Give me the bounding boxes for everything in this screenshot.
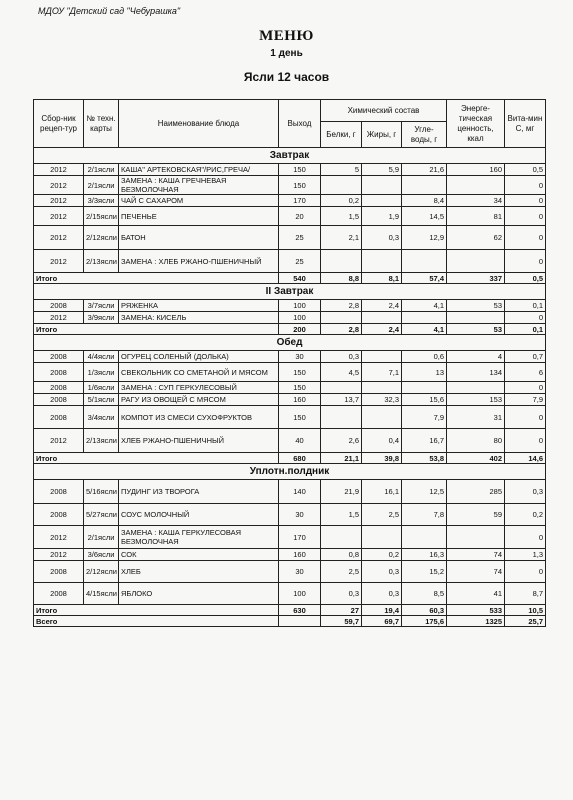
dish-output: 160 (279, 394, 321, 406)
vitamin-c-value: 0,7 (505, 351, 546, 363)
carbs-value: 7,9 (402, 406, 447, 429)
vitamin-c-value: 0 (505, 382, 546, 394)
dish-output: 100 (279, 300, 321, 312)
recipe-collection: 2012 (34, 195, 84, 207)
tech-card-number: 1/6ясли (84, 382, 119, 394)
recipe-collection: 2012 (34, 176, 84, 195)
section-header (34, 464, 546, 480)
total-energy: 402 (447, 453, 505, 464)
recipe-collection: 2012 (34, 549, 84, 561)
section-header (34, 148, 546, 164)
total-output: 200 (279, 324, 321, 335)
dish-output: 170 (279, 526, 321, 549)
fat-value (362, 312, 402, 324)
table-row (34, 429, 546, 453)
carbs-value: 12,9 (402, 226, 447, 250)
total-output: 680 (279, 453, 321, 464)
carbs-value: 16,7 (402, 429, 447, 453)
section-title: Уплотн.полдник (34, 464, 546, 480)
total-protein: 27 (321, 605, 362, 616)
recipe-collection: 2012 (34, 250, 84, 273)
protein-value: 1,5 (321, 207, 362, 226)
dish-output: 140 (279, 480, 321, 504)
total-carbs: 60,3 (402, 605, 447, 616)
fat-value: 1,9 (362, 207, 402, 226)
total-carbs: 57,4 (402, 273, 447, 284)
fat-value (362, 351, 402, 363)
header-collection: Сбор-ник рецеп-тур (34, 100, 84, 148)
header-protein: Белки, г (321, 122, 362, 148)
vitamin-c-value: 0 (505, 207, 546, 226)
table-row (34, 480, 546, 504)
tech-card-number: 2/13ясли (84, 429, 119, 453)
dish-output: 150 (279, 382, 321, 394)
carbs-value: 15,6 (402, 394, 447, 406)
tech-card-number: 4/4ясли (84, 351, 119, 363)
fat-value: 7,1 (362, 363, 402, 382)
dish-output: 20 (279, 207, 321, 226)
header-vitamin-c: Вита-мин С, мг (505, 100, 546, 148)
carbs-value: 12,5 (402, 480, 447, 504)
energy-value (447, 250, 505, 273)
recipe-collection: 2012 (34, 312, 84, 324)
day-label: 1 день (270, 48, 303, 59)
recipe-collection: 2008 (34, 394, 84, 406)
total-protein: 2,8 (321, 324, 362, 335)
recipe-collection: 2008 (34, 561, 84, 583)
energy-value: 34 (447, 195, 505, 207)
menu-table (33, 99, 546, 627)
dish-output: 30 (279, 504, 321, 526)
total-output: 630 (279, 605, 321, 616)
table-row (34, 504, 546, 526)
vitamin-c-value: 1,3 (505, 549, 546, 561)
energy-value: 41 (447, 583, 505, 605)
energy-value: 62 (447, 226, 505, 250)
total-energy: 337 (447, 273, 505, 284)
protein-value: 2,6 (321, 429, 362, 453)
vitamin-c-value: 0 (505, 526, 546, 549)
dish-name: ПУДИНГ ИЗ ТВОРОГА (119, 480, 279, 504)
dish-output: 150 (279, 406, 321, 429)
carbs-value: 14,5 (402, 207, 447, 226)
dish-name: КАША" АРТЕКОВСКАЯ"/РИС,ГРЕЧА/ (119, 164, 279, 176)
dish-output: 150 (279, 363, 321, 382)
dish-output: 30 (279, 561, 321, 583)
carbs-value: 16,3 (402, 549, 447, 561)
energy-value (447, 382, 505, 394)
tech-card-number: 2/15ясли (84, 207, 119, 226)
table-row (34, 226, 546, 250)
tech-card-number: 3/7ясли (84, 300, 119, 312)
protein-value: 2,8 (321, 300, 362, 312)
dish-name: ХЛЕБ РЖАНО-ПШЕНИЧНЫЙ (119, 429, 279, 453)
vitamin-c-value: 0,1 (505, 300, 546, 312)
table-row (34, 351, 546, 363)
vitamin-c-value: 0 (505, 429, 546, 453)
energy-value: 74 (447, 561, 505, 583)
total-vitamin-c: 0,5 (505, 273, 546, 284)
recipe-collection: 2012 (34, 164, 84, 176)
vitamin-c-value: 0 (505, 312, 546, 324)
table-row (34, 312, 546, 324)
menu-subtitle: Ясли 12 часов (243, 70, 330, 84)
table-row (34, 176, 546, 195)
protein-value: 0,3 (321, 351, 362, 363)
recipe-collection: 2012 (34, 526, 84, 549)
tech-card-number: 2/1ясли (84, 176, 119, 195)
table-row (34, 250, 546, 273)
carbs-value: 13 (402, 363, 447, 382)
tech-card-number: 2/1ясли (84, 164, 119, 176)
energy-value: 53 (447, 300, 505, 312)
recipe-collection: 2008 (34, 480, 84, 504)
carbs-value (402, 250, 447, 273)
recipe-collection: 2012 (34, 207, 84, 226)
energy-value: 285 (447, 480, 505, 504)
header-output: Выход (279, 100, 321, 148)
header-dish-name: Наименование блюда (119, 100, 279, 148)
tech-card-number: 2/13ясли (84, 250, 119, 273)
energy-value: 153 (447, 394, 505, 406)
energy-value: 4 (447, 351, 505, 363)
fat-value: 0,2 (362, 549, 402, 561)
energy-value (447, 526, 505, 549)
recipe-collection: 2008 (34, 351, 84, 363)
dish-output: 30 (279, 351, 321, 363)
protein-value: 2,5 (321, 561, 362, 583)
dish-name: ЯБЛОКО (119, 583, 279, 605)
fat-value (362, 250, 402, 273)
total-vitamin-c: 0,1 (505, 324, 546, 335)
carbs-value: 15,2 (402, 561, 447, 583)
dish-output: 150 (279, 176, 321, 195)
dish-name: ЗАМЕНА : СУП ГЕРКУЛЕСОВЫЙ (119, 382, 279, 394)
total-label: Итого (34, 324, 279, 335)
total-output (279, 616, 321, 627)
fat-value: 0,4 (362, 429, 402, 453)
fat-value: 5,9 (362, 164, 402, 176)
section-header (34, 335, 546, 351)
protein-value (321, 176, 362, 195)
dish-output: 40 (279, 429, 321, 453)
header-fat: Жиры, г (362, 122, 402, 148)
table-row (34, 561, 546, 583)
total-carbs: 175,6 (402, 616, 447, 627)
table-row (34, 164, 546, 176)
vitamin-c-value: 0 (505, 176, 546, 195)
page-title: МЕНЮ (259, 28, 314, 44)
dish-name: КОМПОТ ИЗ СМЕСИ СУХОФРУКТОВ (119, 406, 279, 429)
organization-name: МДОУ "Детский сад "Чебурашка" (38, 6, 181, 16)
energy-value: 59 (447, 504, 505, 526)
energy-value (447, 312, 505, 324)
fat-value: 0,3 (362, 561, 402, 583)
energy-value (447, 176, 505, 195)
dish-name: БАТОН (119, 226, 279, 250)
tech-card-number: 3/9ясли (84, 312, 119, 324)
dish-output: 25 (279, 250, 321, 273)
total-carbs: 4,1 (402, 324, 447, 335)
protein-value (321, 526, 362, 549)
protein-value: 21,9 (321, 480, 362, 504)
protein-value (321, 406, 362, 429)
tech-card-number: 2/1ясли (84, 526, 119, 549)
dish-name: ЗАМЕНА: КИСЕЛЬ (119, 312, 279, 324)
dish-name: ПЕЧЕНЬЕ (119, 207, 279, 226)
protein-value: 0,2 (321, 195, 362, 207)
fat-value (362, 526, 402, 549)
dish-name: СОК (119, 549, 279, 561)
tech-card-number: 5/16ясли (84, 480, 119, 504)
protein-value: 0,3 (321, 583, 362, 605)
vitamin-c-value: 0 (505, 406, 546, 429)
fat-value: 16,1 (362, 480, 402, 504)
total-energy: 53 (447, 324, 505, 335)
total-fat: 8,1 (362, 273, 402, 284)
total-energy: 533 (447, 605, 505, 616)
total-output: 540 (279, 273, 321, 284)
section-total-row (34, 605, 546, 616)
recipe-collection: 2008 (34, 504, 84, 526)
carbs-value: 4,1 (402, 300, 447, 312)
fat-value (362, 195, 402, 207)
recipe-collection: 2012 (34, 226, 84, 250)
section-total-row (34, 273, 546, 284)
protein-value: 2,1 (321, 226, 362, 250)
energy-value: 74 (447, 549, 505, 561)
total-fat: 2,4 (362, 324, 402, 335)
protein-value: 1,5 (321, 504, 362, 526)
section-title: II Завтрак (34, 284, 546, 300)
dish-name: ЗАМЕНА : ХЛЕБ РЖАНО-ПШЕНИЧНЫЙ (119, 250, 279, 273)
table-row (34, 382, 546, 394)
dish-name: ЗАМЕНА : КАША ГЕРКУЛЕСОВАЯ БЕЗМОЛОЧНАЯ (119, 526, 279, 549)
dish-output: 150 (279, 164, 321, 176)
total-protein: 59,7 (321, 616, 362, 627)
table-row (34, 549, 546, 561)
table-row (34, 195, 546, 207)
fat-value: 2,5 (362, 504, 402, 526)
protein-value: 0,8 (321, 549, 362, 561)
dish-name: ХЛЕБ (119, 561, 279, 583)
dish-output: 100 (279, 312, 321, 324)
table-row (34, 207, 546, 226)
total-fat: 19,4 (362, 605, 402, 616)
carbs-value (402, 312, 447, 324)
total-label: Всего (34, 616, 279, 627)
dish-name: ОГУРЕЦ СОЛЕНЫЙ (ДОЛЬКА) (119, 351, 279, 363)
dish-output: 160 (279, 549, 321, 561)
vitamin-c-value: 8,7 (505, 583, 546, 605)
recipe-collection: 2008 (34, 363, 84, 382)
total-protein: 21,1 (321, 453, 362, 464)
protein-value: 13,7 (321, 394, 362, 406)
total-vitamin-c: 10,5 (505, 605, 546, 616)
header-energy: Энерге-тическая ценность, ккал (447, 100, 505, 148)
carbs-value (402, 176, 447, 195)
vitamin-c-value: 0,5 (505, 164, 546, 176)
total-vitamin-c: 25,7 (505, 616, 546, 627)
vitamin-c-value: 0,2 (505, 504, 546, 526)
energy-value: 81 (447, 207, 505, 226)
tech-card-number: 2/12ясли (84, 561, 119, 583)
protein-value: 4,5 (321, 363, 362, 382)
recipe-collection: 2008 (34, 300, 84, 312)
tech-card-number: 3/3ясли (84, 195, 119, 207)
vitamin-c-value: 0 (505, 195, 546, 207)
section-total-row (34, 324, 546, 335)
dish-output: 170 (279, 195, 321, 207)
carbs-value: 0,6 (402, 351, 447, 363)
fat-value (362, 176, 402, 195)
dish-name: РЯЖЕНКА (119, 300, 279, 312)
dish-output: 100 (279, 583, 321, 605)
vitamin-c-value: 0 (505, 250, 546, 273)
vitamin-c-value: 0,3 (505, 480, 546, 504)
recipe-collection: 2008 (34, 406, 84, 429)
carbs-value: 8,4 (402, 195, 447, 207)
tech-card-number: 5/1ясли (84, 394, 119, 406)
header-tech-card: № техн. карты (84, 100, 119, 148)
recipe-collection: 2008 (34, 382, 84, 394)
total-fat: 69,7 (362, 616, 402, 627)
section-title: Обед (34, 335, 546, 351)
total-fat: 39,8 (362, 453, 402, 464)
dish-name: ЗАМЕНА : КАША ГРЕЧНЕВАЯ БЕЗМОЛОЧНАЯ (119, 176, 279, 195)
protein-value (321, 382, 362, 394)
table-row (34, 526, 546, 549)
energy-value: 160 (447, 164, 505, 176)
total-label: Итого (34, 605, 279, 616)
recipe-collection: 2008 (34, 583, 84, 605)
tech-card-number: 5/27ясли (84, 504, 119, 526)
tech-card-number: 3/6ясли (84, 549, 119, 561)
carbs-value: 7,8 (402, 504, 447, 526)
dish-output: 25 (279, 226, 321, 250)
header-carbs: Угле-воды, г (402, 122, 447, 148)
total-protein: 8,8 (321, 273, 362, 284)
fat-value (362, 382, 402, 394)
energy-value: 80 (447, 429, 505, 453)
table-row (34, 406, 546, 429)
table-row (34, 394, 546, 406)
fat-value: 0,3 (362, 583, 402, 605)
protein-value: 5 (321, 164, 362, 176)
protein-value (321, 250, 362, 273)
fat-value: 2,4 (362, 300, 402, 312)
carbs-value: 8,5 (402, 583, 447, 605)
energy-value: 31 (447, 406, 505, 429)
vitamin-c-value: 0 (505, 561, 546, 583)
section-title: Завтрак (34, 148, 546, 164)
vitamin-c-value: 7,9 (505, 394, 546, 406)
vitamin-c-value: 6 (505, 363, 546, 382)
carbs-value (402, 526, 447, 549)
dish-name: ЧАЙ С САХАРОМ (119, 195, 279, 207)
section-header (34, 284, 546, 300)
tech-card-number: 2/12ясли (84, 226, 119, 250)
fat-value (362, 406, 402, 429)
table-row (34, 583, 546, 605)
carbs-value (402, 382, 447, 394)
dish-name: СВЕКОЛЬНИК СО СМЕТАНОЙ И МЯСОМ (119, 363, 279, 382)
total-vitamin-c: 14,6 (505, 453, 546, 464)
header-chemical-composition: Химический состав (321, 100, 447, 122)
tech-card-number: 4/15ясли (84, 583, 119, 605)
dish-name: СОУС МОЛОЧНЫЙ (119, 504, 279, 526)
vitamin-c-value: 0 (505, 226, 546, 250)
table-row (34, 300, 546, 312)
recipe-collection: 2012 (34, 429, 84, 453)
grand-total-row (34, 616, 546, 627)
total-label: Итого (34, 273, 279, 284)
total-carbs: 53,8 (402, 453, 447, 464)
energy-value: 134 (447, 363, 505, 382)
table-row (34, 363, 546, 382)
tech-card-number: 1/3ясли (84, 363, 119, 382)
dish-name: РАГУ ИЗ ОВОЩЕЙ С МЯСОМ (119, 394, 279, 406)
carbs-value: 21,6 (402, 164, 447, 176)
fat-value: 32,3 (362, 394, 402, 406)
total-energy: 1325 (447, 616, 505, 627)
total-label: Итого (34, 453, 279, 464)
section-total-row (34, 453, 546, 464)
tech-card-number: 3/4ясли (84, 406, 119, 429)
protein-value (321, 312, 362, 324)
menu-body (34, 148, 546, 627)
fat-value: 0,3 (362, 226, 402, 250)
